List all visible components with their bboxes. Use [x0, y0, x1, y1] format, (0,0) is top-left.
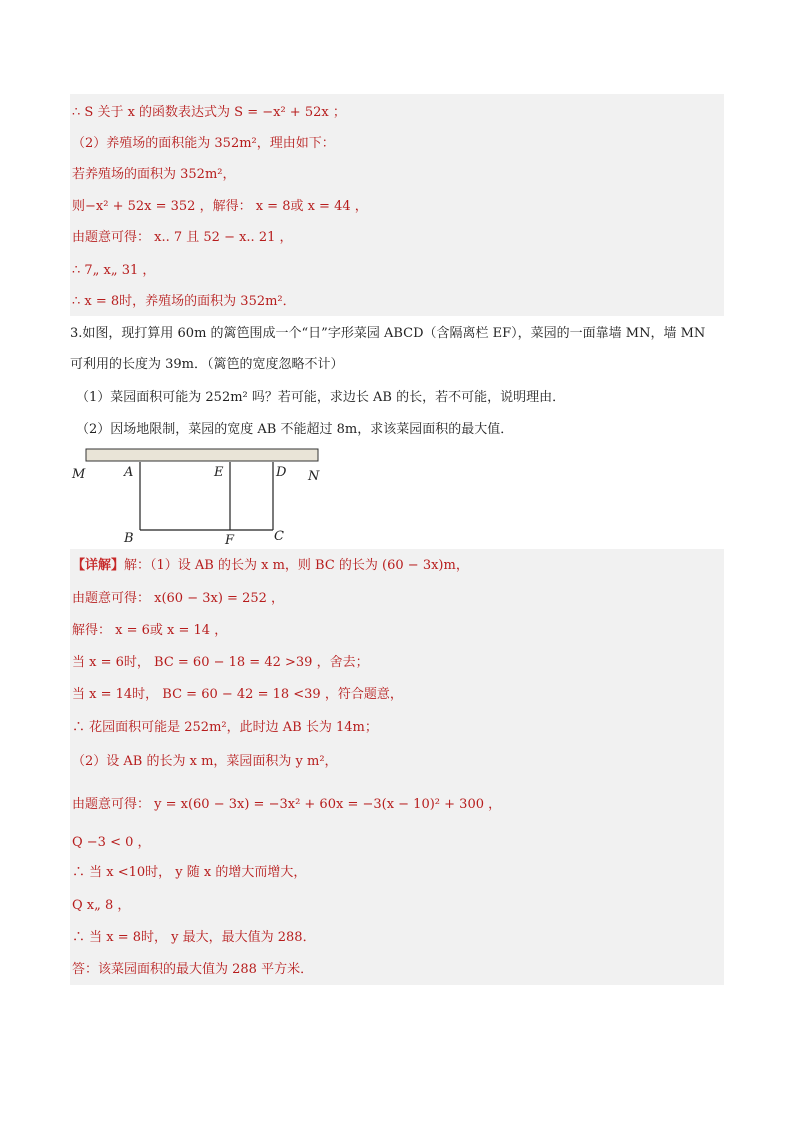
garden-figure [66, 448, 326, 544]
solution2-line-11: Q x„ 8 ， [72, 898, 131, 913]
solution2-line-2: 由题意可得： x(60 − 3x) = 252 ， [72, 591, 285, 606]
solution2-line-6: ∴ 花园面积可能是 252m²，此时边 AB 长为 14m； [72, 720, 378, 735]
solution2-line-12: ∴ 当 x = 8时， y 最大，最大值为 288． [72, 930, 316, 945]
solution1-line-3: 若养殖场的面积为 352m²， [72, 167, 236, 182]
solution2-line-9: Q −3 < 0 ， [72, 835, 151, 850]
solution2-line-5: 当 x = 14时， BC = 60 − 42 = 18 <39 ，符合题意， [72, 687, 403, 702]
label-a: A [124, 465, 134, 480]
solution2-line-13: 答：该菜园面积的最大值为 288 平方米． [72, 962, 314, 977]
wall-mn [86, 449, 318, 461]
detail-first-line: 解：（1）设 AB 的长为 x m，则 BC 的长为 (60 − 3x)m， [124, 558, 469, 573]
solution1-line-4: 则−x² + 52x = 352 ，解得： x = 8或 x = 44 ， [72, 199, 368, 214]
solution1-line-5: 由题意可得： x.. 7 且 52 − x.. 21 ， [72, 230, 293, 245]
label-e: E [214, 465, 224, 480]
problem3-line-1: 3.如图，现打算用 60m 的篱笆围成一个“日”字形菜园 ABCD（含隔离栏 EF），菜园的一面靠墙 MN，墙 MN [70, 326, 706, 341]
solution1-line-6: ∴ 7„ x„ 31 ， [72, 263, 156, 278]
detail-tag: 【详解】 [72, 558, 125, 573]
solution1-line-2: （2）养殖场的面积能为 352m²，理由如下： [72, 136, 335, 151]
label-m: M [72, 467, 86, 482]
solution2-line-10: ∴ 当 x <10时， y 随 x 的增大而增大， [72, 865, 307, 880]
label-c: C [274, 529, 284, 544]
solution1-line-7: ∴ x = 8时，养殖场的面积为 352m²． [72, 294, 296, 309]
problem3-line-2: 可利用的长度为 39m．（篱笆的宽度忽略不计） [70, 357, 344, 372]
solution2-line-3: 解得： x = 6或 x = 14 ， [72, 623, 228, 638]
label-f: F [225, 533, 235, 544]
problem3-line-3: （1）菜园面积可能为 252m² 吗？若可能，求边长 AB 的长，若不可能，说明理由． [76, 390, 566, 405]
solution2-line-8: 由题意可得： y = x(60 − 3x) = −3x² + 60x = −3(x − 10)² + 300 ， [72, 797, 502, 812]
solution2-line-7: （2）设 AB 的长为 x m，菜园面积为 y m²， [72, 754, 338, 769]
label-n: N [308, 469, 320, 484]
solution2-line-1 [72, 557, 469, 575]
label-b: B [124, 531, 134, 544]
solution2-line-4: 当 x = 6时， BC = 60 − 18 = 42 >39 ，舍去； [72, 655, 369, 670]
solution1-line-1: ∴ S 关于 x 的函数表达式为 S = −x² + 52x ； [72, 105, 346, 120]
label-d: D [276, 465, 287, 480]
problem3-line-4: （2）因场地限制，菜园的宽度 AB 不能超过 8m，求该菜园面积的最大值． [76, 422, 514, 437]
